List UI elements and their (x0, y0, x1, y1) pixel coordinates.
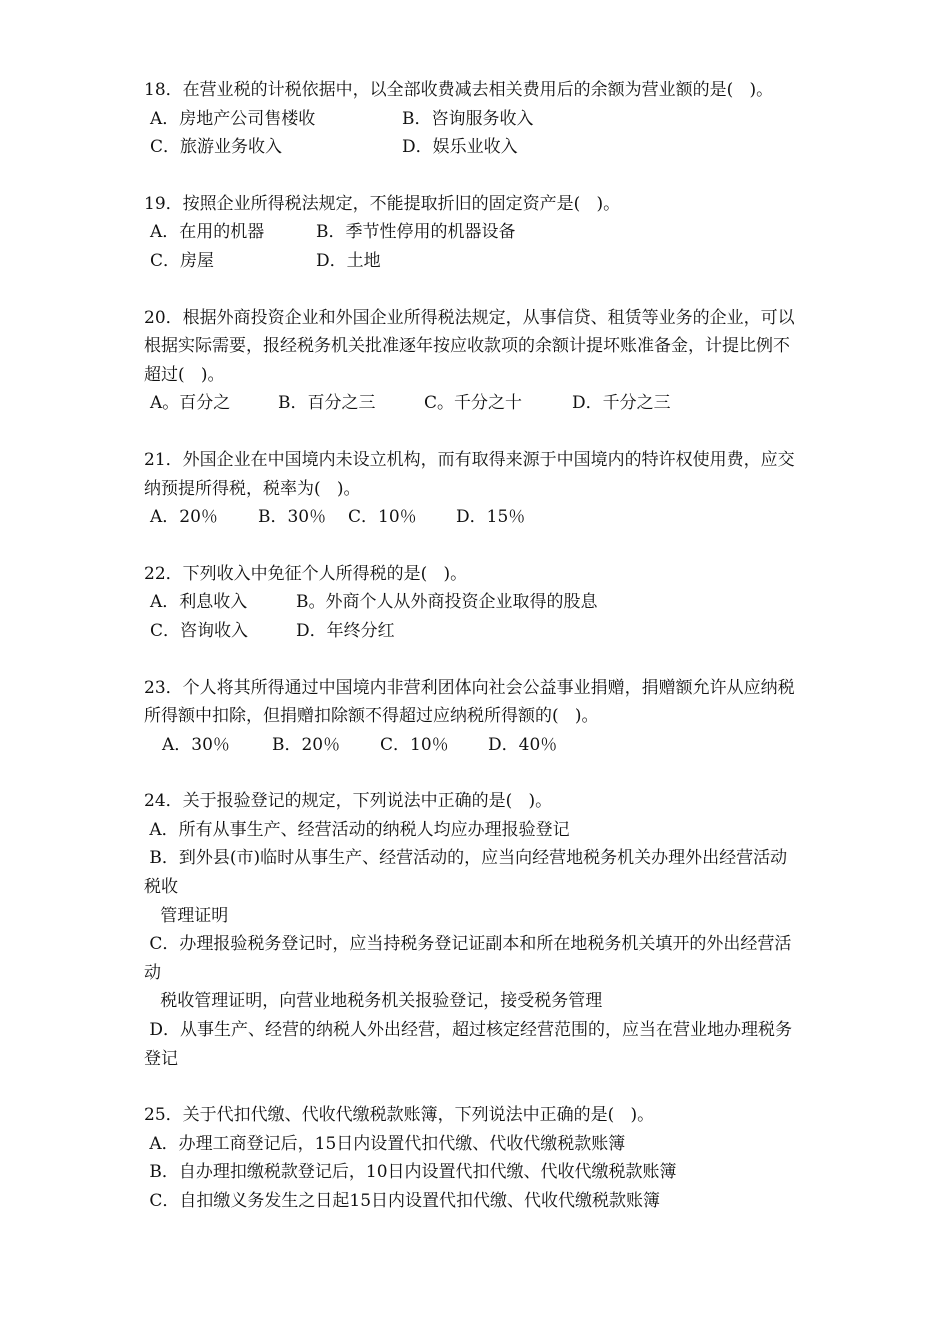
option-c-continued: 税收管理证明，向营业地税务机关报验登记，接受税务管理 (144, 991, 603, 1012)
option-c: C．办理报验税务登记时，应当持税务登记证副本和所在地税务机关填开的外出经营活 (144, 934, 792, 955)
option-d: D．40％ (488, 734, 558, 755)
option-c: C．自扣缴义务发生之日起15日内设置代扣代缴、代收代缴税款账簿 (144, 1191, 661, 1211)
question-25 (144, 1101, 880, 1215)
question-text-line: 超过( )。 (144, 364, 225, 385)
option-a: A．20％ (150, 507, 218, 528)
question-24 (144, 787, 880, 1073)
question-text-line: 21．外国企业在中国境内未设立机构，而有取得来源于中国境内的特许权使用费，应交 (144, 449, 795, 470)
option-row (144, 218, 880, 247)
option-a: A．利息收入 (150, 592, 248, 613)
option-row (144, 588, 880, 617)
question-text: 18．在营业税的计税依据中，以全部收费减去相关费用后的余额为营业额的是( )。 (144, 80, 774, 100)
option-d-continued: 登记 (144, 1048, 178, 1069)
option-d: D．15％ (456, 507, 526, 528)
question-text: 24．关于报验登记的规定，下列说法中正确的是( )。 (144, 791, 553, 812)
question-text-line: 20．根据外商投资企业和外国企业所得税法规定，从事信贷、租赁等业务的企业，可以 (144, 307, 795, 328)
option-row (144, 617, 880, 646)
option-row (144, 503, 880, 532)
option-c: C．咨询收入 (150, 620, 249, 641)
question-text: 19．按照企业所得税法规定，不能提取折旧的固定资产是( )。 (144, 193, 621, 214)
option-b: B．到外县(市)临时从事生产、经营活动的，应当向经营地税务机关办理外出经营活动 (144, 848, 788, 869)
option-b: B．季节性停用的机器设备 (316, 222, 516, 243)
option-a: A．所有从事生产、经营活动的纳税人均应办理报验登记 (144, 819, 570, 840)
option-row (144, 105, 880, 134)
question-20 (144, 304, 880, 418)
option-b-continued: 税收 (144, 877, 178, 898)
option-b: B．30％ (258, 507, 327, 528)
option-d: D．土地 (316, 250, 381, 271)
option-c: C．房屋 (150, 250, 215, 271)
option-c: C．10％ (348, 507, 417, 528)
option-a: A．30％ (162, 734, 230, 755)
option-c-continued: 动 (144, 962, 161, 983)
option-a: A．房地产公司售楼收 (150, 108, 316, 129)
question-text-line: 23．个人将其所得通过中国境内非营利团体向社会公益事业捐赠，捐赠额允许从应纳税 (144, 677, 795, 698)
option-a: A．办理工商登记后，15日内设置代扣代缴、代收代缴税款账簿 (144, 1133, 626, 1154)
question-21 (144, 446, 880, 532)
question-text-line: 纳预提所得税，税率为( )。 (144, 478, 361, 499)
option-b-continued: 管理证明 (144, 905, 229, 926)
question-22 (144, 560, 880, 646)
option-row (144, 247, 880, 276)
option-b: B．咨询服务收入 (402, 108, 534, 129)
option-b: B．自办理扣缴税款登记后，10日内设置代扣代缴、代收代缴税款账簿 (144, 1162, 677, 1183)
option-c: C．旅游业务收入 (150, 137, 283, 158)
question-text: 22．下列收入中免征个人所得税的是( )。 (144, 563, 468, 584)
question-text: 25．关于代扣代缴、代收代缴税款账簿，下列说法中正确的是( )。 (144, 1105, 655, 1126)
question-18 (144, 76, 880, 162)
option-a: A．在用的机器 (150, 222, 265, 243)
option-row (144, 731, 880, 760)
option-b: B。外商个人从外商投资企业取得的股息 (296, 592, 598, 613)
option-c: C．10％ (380, 734, 449, 755)
option-row (144, 133, 880, 162)
option-d: D．千分之三 (572, 393, 671, 414)
option-row (144, 389, 880, 418)
option-d: D．年终分红 (296, 620, 395, 641)
question-text-line: 所得额中扣除，但捐赠扣除额不得超过应纳税所得额的( )。 (144, 706, 599, 727)
question-23 (144, 674, 880, 760)
option-c: C。千分之十 (424, 393, 523, 414)
question-text-line: 根据实际需要，报经税务机关批准逐年按应收款项的余额计提坏账准备金，计提比例不 (144, 336, 790, 357)
question-19 (144, 190, 880, 276)
option-b: B．20％ (272, 734, 341, 755)
option-d: D．娱乐业收入 (402, 137, 518, 158)
option-b: B．百分之三 (278, 393, 376, 414)
option-a: A。百分之 (150, 393, 231, 414)
exam-page (144, 76, 880, 1244)
option-d: D．从事生产、经营的纳税人外出经营，超过核定经营范围的，应当在营业地办理税务 (144, 1020, 793, 1041)
